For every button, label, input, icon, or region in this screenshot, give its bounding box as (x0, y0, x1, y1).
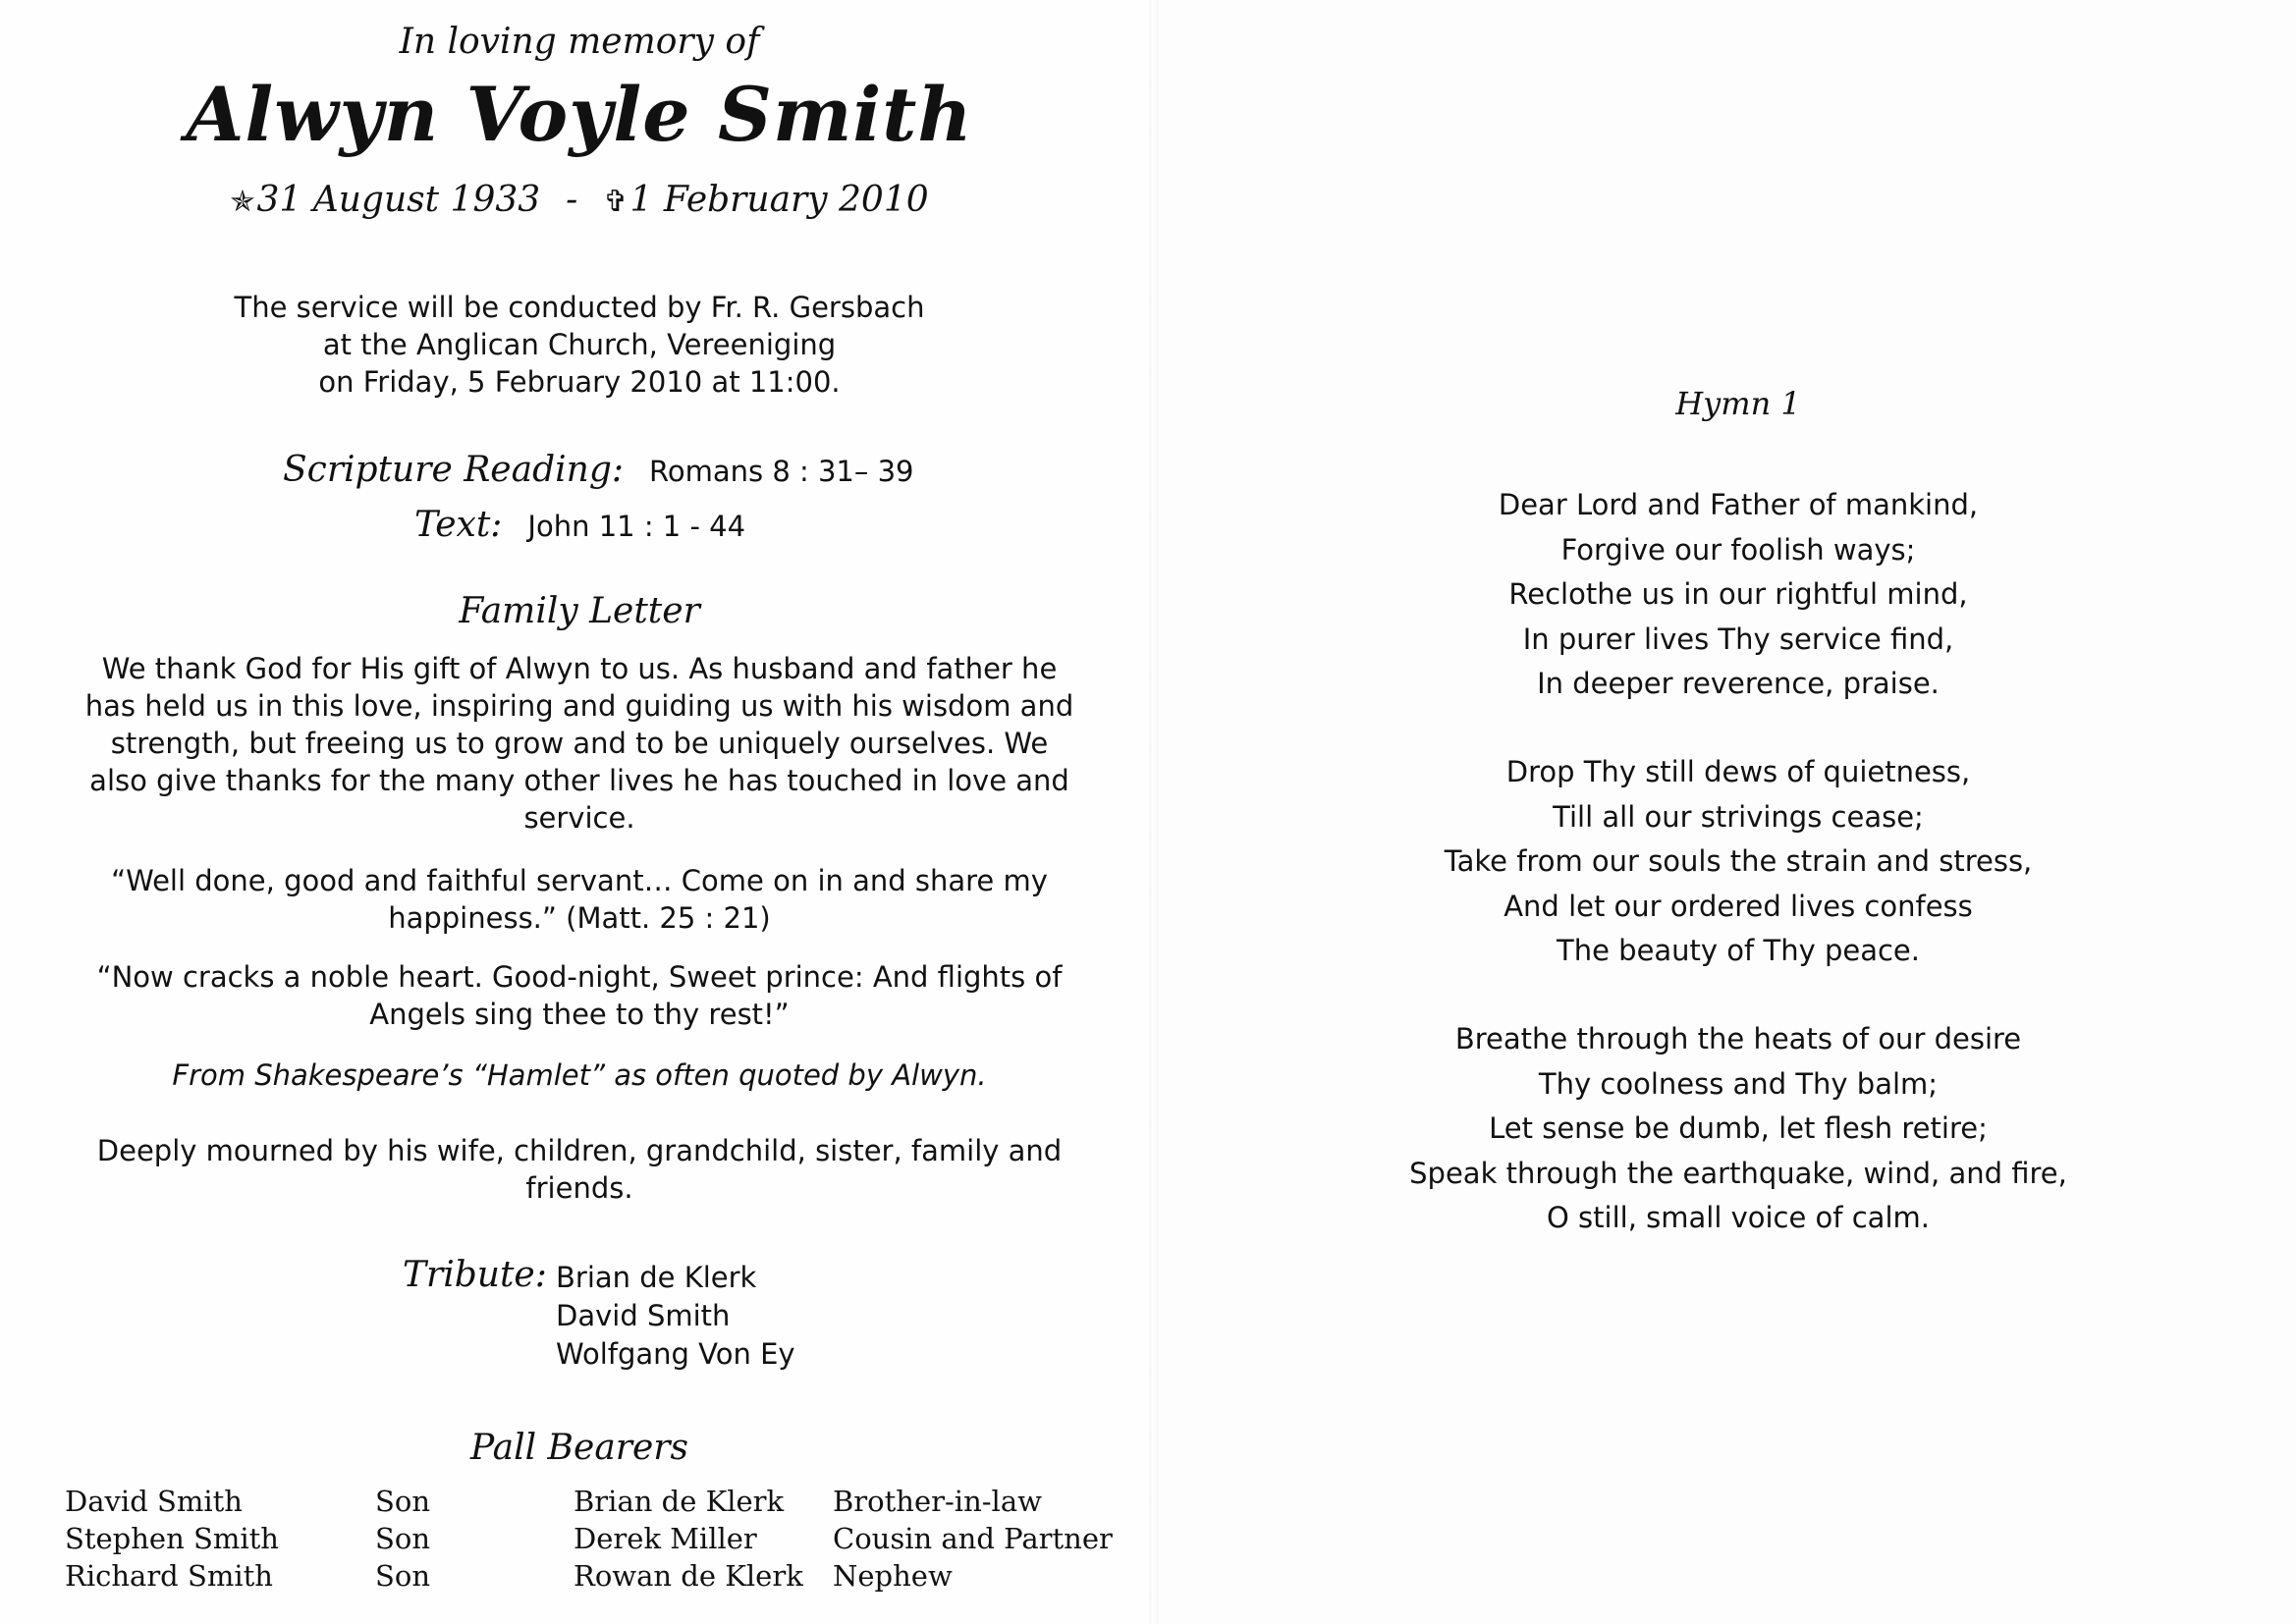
birth-date: 31 August 1933 (256, 180, 541, 220)
pall-bearers-table (65, 1485, 1127, 1597)
bearer-relation: Son (375, 1485, 431, 1518)
tribute-name: Brian de Klerk (556, 1261, 757, 1294)
scripture-label: Scripture Reading: (283, 450, 624, 490)
right-page (1159, 0, 2296, 1624)
text-value: John 11 : 1 - 44 (527, 510, 746, 543)
scripture-reading (283, 450, 914, 490)
service-line: The service will be conducted by Fr. R. Gersbach (234, 291, 925, 324)
table-row (65, 1485, 1127, 1522)
bearer-name: Derek Miller (574, 1522, 757, 1555)
hymn-line: The beauty of Thy peace. (1557, 934, 1920, 967)
pall-bearers-heading: Pall Bearers (470, 1428, 688, 1468)
hymn-line: Dear Lord and Father of mankind, (1498, 488, 1979, 521)
scripture-value: Romans 8 : 31– 39 (649, 455, 914, 488)
family-letter-heading: Family Letter (459, 591, 700, 631)
bearer-relation: Son (375, 1559, 431, 1593)
tribute-name: Wolfgang Von Ey (556, 1337, 795, 1371)
page-fold (1149, 0, 1159, 1624)
hymn-verse (1159, 750, 2296, 974)
service-line: at the Anglican Church, Vereeniging (322, 328, 837, 361)
hymn-verse (1159, 483, 2296, 707)
hymn-line: Reclothe us in our rightful mind, (1508, 577, 1968, 611)
bearer-name: Stephen Smith (65, 1522, 279, 1555)
bearer-relation: Brother-in-law (833, 1485, 1042, 1518)
hymn-line: Forgive our foolish ways; (1560, 532, 1916, 567)
death-date: 1 February 2010 (629, 180, 929, 220)
star-icon: ✯ (230, 185, 255, 219)
service-line: on Friday, 5 February 2010 at 11:00. (318, 365, 841, 399)
hymn-line: Till all our strivings cease; (1553, 799, 1924, 834)
hamlet-quote: “Now cracks a noble heart. Good-night, Sweet prince: And flights of Angels sing thee to thy rest!” (96, 960, 1063, 1031)
family-letter-paragraph: We thank God for His gift of Alwyn to us. As husband and father he has held us in this love, inspiring and guiding us with his wisdom and strength, but freeing us to grow and to be uniquely ourselves. We also give thanks for the many other lives he has touched in love and service. (84, 652, 1074, 835)
tribute-list (556, 1259, 795, 1374)
mourned-by: Deeply mourned by his wife, children, grandchild, sister, family and friends. (96, 1134, 1063, 1205)
tribute-name: David Smith (556, 1299, 731, 1332)
hymn-line: In deeper reverence, praise. (1537, 667, 1940, 700)
bearer-name: David Smith (65, 1485, 243, 1518)
date-separator: - (566, 180, 578, 220)
bearer-relation: Nephew (833, 1559, 953, 1593)
hymn-line: Take from our souls the strain and stress, (1444, 844, 2033, 878)
bearer-name: Brian de Klerk (574, 1485, 785, 1518)
sermon-text (414, 505, 745, 545)
memory-line: In loving memory of (399, 22, 760, 62)
hymn-verse (1159, 1017, 2296, 1241)
bible-quote: “Well done, good and faithful servant… Come on in and share my happiness.” (Matt. 25 : 21) (111, 864, 1048, 935)
quote-attribution: From Shakespeare’s “Hamlet” as often quoted by Alwyn. (172, 1058, 987, 1092)
hymn-line: O still, small voice of calm. (1547, 1201, 1930, 1234)
table-row (65, 1559, 1127, 1597)
service-details (0, 289, 1159, 401)
tribute-label: Tribute: (403, 1255, 547, 1295)
bearer-relation: Son (375, 1522, 431, 1555)
hymn-line: Breathe through the heats of our desire (1454, 1022, 2022, 1056)
cross-icon: ✞ (603, 185, 629, 219)
hymn-line: Drop Thy still dews of quietness, (1505, 755, 1971, 788)
hymn-line: In purer lives Thy service find, (1522, 622, 1954, 656)
hymn-line: And let our ordered lives confess (1503, 889, 1973, 923)
life-dates (0, 180, 1159, 220)
hymn-line: Let sense be dumb, let flesh retire; (1489, 1111, 1988, 1145)
hymn-title: Hymn 1 (1675, 385, 1801, 422)
deceased-name: Alwyn Voyle Smith (186, 71, 973, 158)
bearer-relation: Cousin and Partner (833, 1522, 1113, 1555)
hymn-line: Thy coolness and Thy balm; (1538, 1066, 1939, 1101)
table-row (65, 1522, 1127, 1559)
bearer-name: Richard Smith (65, 1559, 273, 1593)
hymn-line: Speak through the earthquake, wind, and fire, (1409, 1156, 2067, 1190)
bearer-name: Rowan de Klerk (574, 1559, 803, 1593)
text-label: Text: (414, 505, 503, 545)
